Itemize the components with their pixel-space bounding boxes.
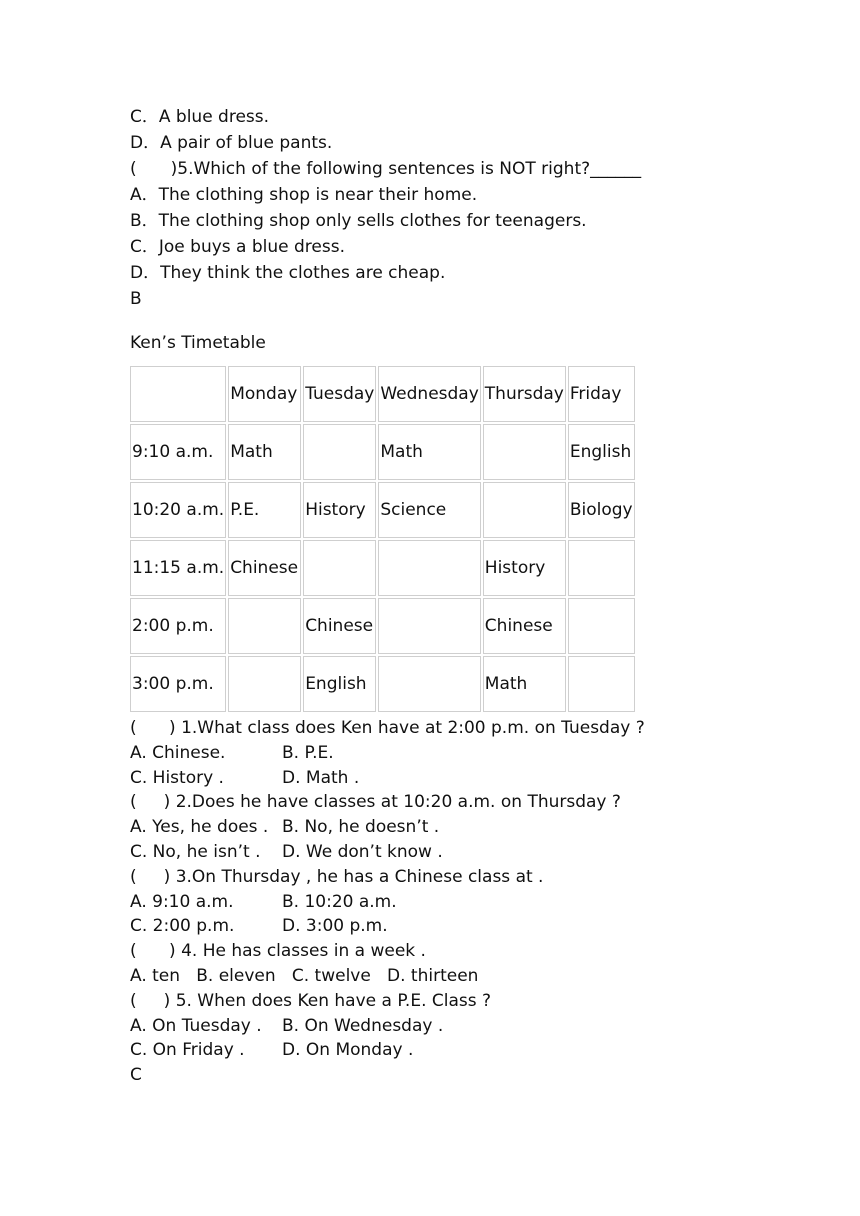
table-cell: Thursday xyxy=(483,366,566,422)
table-cell: 2:00 p.m. xyxy=(130,598,226,654)
option-d: D. 3:00 p.m. xyxy=(282,916,388,937)
table-row xyxy=(130,540,635,596)
table-cell: 11:15 a.m. xyxy=(130,540,226,596)
table-cell xyxy=(568,540,635,596)
table-row xyxy=(130,598,635,654)
document-page xyxy=(130,104,770,1088)
section-letter: C xyxy=(130,1065,142,1086)
question-3: ( ) 3.On Thursday , he has a Chinese class at . xyxy=(130,866,544,887)
table-row xyxy=(130,656,635,712)
option-a: A. Yes, he does . xyxy=(130,817,269,838)
options-row xyxy=(130,840,770,865)
table-cell: 9:10 a.m. xyxy=(130,424,226,480)
table-cell: Science xyxy=(378,482,480,538)
option-line: C．Joe buys a blue dress. xyxy=(130,237,345,257)
question-list xyxy=(130,716,770,1088)
question-1: ( ) 1.What class does Ken have at 2:00 p.m. on Tuesday ? xyxy=(130,718,645,738)
option-d: D. We don’t know . xyxy=(282,841,443,862)
option-c: C. No, he isn’t . xyxy=(130,841,261,862)
table-cell: Biology xyxy=(568,482,635,538)
option-b: B. On Wednesday . xyxy=(282,1015,444,1036)
question-4: ( ) 4. He has classes in a week . xyxy=(130,941,426,962)
option-a: A. On Tuesday . xyxy=(130,1015,262,1036)
table-cell: Wednesday xyxy=(378,366,480,422)
table-cell xyxy=(378,540,480,596)
options-row xyxy=(130,741,770,766)
options-row xyxy=(130,914,770,939)
table-row xyxy=(130,482,635,538)
option-d: D. On Monday . xyxy=(282,1040,414,1061)
table-cell: Friday xyxy=(568,366,635,422)
table-cell xyxy=(568,598,635,654)
option-line: C．A blue dress. xyxy=(130,107,270,127)
option-line: D．A pair of blue pants. xyxy=(130,133,333,153)
table-cell: 10:20 a.m. xyxy=(130,482,226,538)
question-5: ( ) 5. When does Ken have a P.E. Class ? xyxy=(130,990,492,1011)
option-line: A．The clothing shop is near their home. xyxy=(130,185,478,205)
table-cell: Math xyxy=(378,424,480,480)
table-header-row xyxy=(130,366,635,422)
table-row xyxy=(130,424,635,480)
table-cell xyxy=(303,424,376,480)
table-cell xyxy=(568,656,635,712)
options-row xyxy=(130,890,770,915)
option-a: A. 9:10 a.m. xyxy=(130,891,234,912)
table-cell: P.E. xyxy=(228,482,301,538)
table-cell xyxy=(378,656,480,712)
table-cell: History xyxy=(483,540,566,596)
options-row xyxy=(130,766,770,791)
table-cell xyxy=(130,366,226,422)
timetable-title: Ken’s Timetable xyxy=(130,333,266,353)
option-line: B．The clothing shop only sells clothes for teenagers. xyxy=(130,211,587,231)
table-cell: Chinese xyxy=(303,598,376,654)
table-cell: Tuesday xyxy=(303,366,376,422)
option-c: C. History . xyxy=(130,767,224,788)
option-c: C. 2:00 p.m. xyxy=(130,916,235,937)
table-cell: Math xyxy=(483,656,566,712)
table-cell xyxy=(228,598,301,654)
question-2: ( ) 2.Does he have classes at 10:20 a.m. on Thursday ? xyxy=(130,792,621,813)
timetable xyxy=(128,364,637,714)
table-cell: Chinese xyxy=(483,598,566,654)
section-letter: B xyxy=(130,289,142,309)
table-cell: Monday xyxy=(228,366,301,422)
option-b: B. No, he doesn’t . xyxy=(282,817,440,838)
table-cell xyxy=(483,424,566,480)
option-c: C. On Friday . xyxy=(130,1040,245,1061)
option-a: A. Chinese. xyxy=(130,742,226,763)
question-line: ( )5.Which of the following sentences is NOT right?______ xyxy=(130,159,642,179)
table-cell xyxy=(228,656,301,712)
options-row: A. ten B. eleven C. twelve D. thirteen xyxy=(130,965,479,986)
option-line: D．They think the clothes are cheap. xyxy=(130,263,446,283)
option-b: B. P.E. xyxy=(282,742,334,763)
table-cell: 3:00 p.m. xyxy=(130,656,226,712)
table-cell xyxy=(378,598,480,654)
reading-a-options xyxy=(130,104,770,312)
option-b: B. 10:20 a.m. xyxy=(282,891,397,912)
options-row xyxy=(130,1038,770,1063)
table-cell: English xyxy=(303,656,376,712)
table-cell xyxy=(303,540,376,596)
table-cell: Chinese xyxy=(228,540,301,596)
table-cell: English xyxy=(568,424,635,480)
table-cell: Math xyxy=(228,424,301,480)
options-row xyxy=(130,1014,770,1039)
table-cell: History xyxy=(303,482,376,538)
table-cell xyxy=(483,482,566,538)
options-row xyxy=(130,815,770,840)
option-d: D. Math . xyxy=(282,767,360,788)
